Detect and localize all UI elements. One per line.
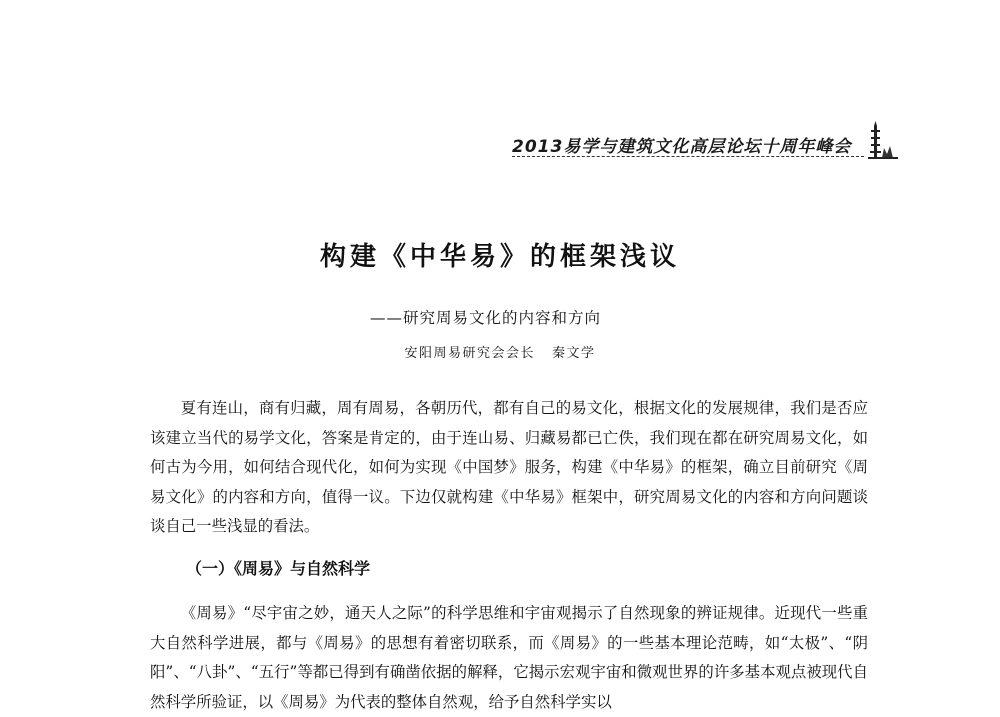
author-line: 安阳周易研究会会长 秦文学 xyxy=(404,346,596,361)
header-title: 2013易学与建筑文化高层论坛十周年峰会 xyxy=(512,137,852,157)
header-divider xyxy=(512,156,864,157)
pagoda-ornament-icon xyxy=(866,120,900,160)
section-heading-1: （一）《周易》与自然科学 xyxy=(186,559,371,578)
body-paragraph-1: 夏有连山，商有归藏，周有周易，各朝历代，都有自己的易文化，根据文化的发展规律，我们是否应该建立当代的易学文化，答案是肯定的，由于连山易、归藏易都已亡佚，我们现在都在研究周易文化，如何古为今用，如何结合现代化，如何为实现《中国梦》服务，构建《中华易》的框架，确立目前研究《周易文化》的内容和方向，值得一议。下边仅就构建《中华易》框架中，研究周易文化的内容和方向问题谈谈自己一些浅显的看法。 xyxy=(150,399,868,535)
running-header xyxy=(508,120,898,160)
article-subtitle: ——研究周易文化的内容和方向 xyxy=(370,309,602,327)
article-title: 构建《中华易》的框架浅议 xyxy=(319,242,680,272)
body-paragraph-2: 《周易》“尽宇宙之妙，通天人之际”的科学思维和宇宙观揭示了自然现象的辨证规律。近现代一些重大自然科学进展，都与《周易》的思想有着密切联系，而《周易》的一些基本理论范畴，如“太极”、“阴阳”、“八卦”、“五行”等都已得到有确凿依据的解释，它揭示宏观宇宙和微观世界的许多基本观点被现代自然科学所验证，以《周易》为代表的整体自然观，给予自然科学实以 xyxy=(150,604,868,711)
